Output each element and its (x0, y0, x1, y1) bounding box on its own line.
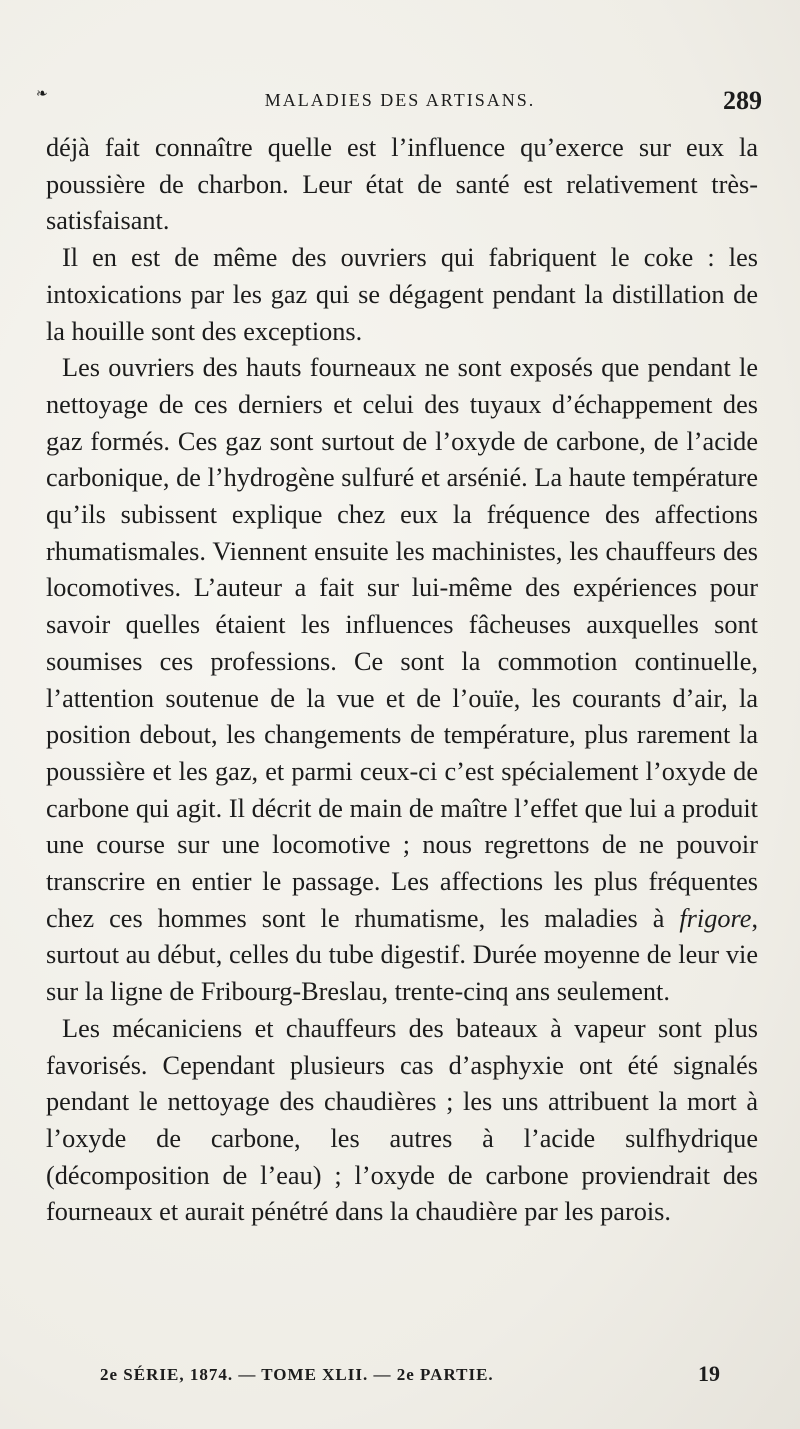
body-text (46, 130, 758, 1231)
italic-frigore: frigore (679, 903, 752, 933)
page-header (30, 86, 770, 126)
printer-mark: ❧ (36, 86, 48, 102)
paragraph-2: Il en est de même des ouvriers qui fabriquent le coke : les intoxications par les gaz qui se dégagent pendant la distillation de la houille sont des exceptions. (46, 243, 758, 346)
running-title: MALADIES DES ARTISANS. (264, 90, 536, 110)
paragraph-3-text-after: , surtout au début, celles du tube digestif. Durée moyenne de leur vie sur la ligne de Fribourg-Breslau, trente-cinq ans seulement. (46, 903, 759, 1007)
paragraph-1: déjà fait connaître quelle est l’influence qu’exerce sur eux la poussière de charbon. Leur état de santé est relativement très-satisfaisant. (46, 133, 758, 236)
paragraph-3 (46, 350, 758, 1011)
paragraph-4: Les mécaniciens et chauffeurs des bateaux à vapeur sont plus favorisés. Cependant plusieurs cas d’asphyxie ont été signalés pendant le nettoyage des chaudières ; les uns attribuent la mort à l’oxyde de carbone, les autres à l’acide sulfhydrique (décomposition de l’eau) ; l’oxyde de carbone proviendrait des fourneaux et aurait pénétré dans la chaudière par les parois. (46, 1013, 758, 1227)
signature-number: 19 (698, 1361, 720, 1386)
page-number: 289 (723, 86, 762, 115)
page-footer (100, 1361, 720, 1399)
printer-signature: 2e SÉRIE, 1874. — TOME XLII. — 2e PARTIE. (100, 1365, 494, 1384)
paragraph-3-text-before: Les ouvriers des hauts fourneaux ne sont exposés que pendant le nettoyage de ces derniers et celui des tuyaux d’échappement des gaz formés. Ces gaz sont surtout de l’oxyde de carbone, de l’acide carbonique, de l’hydrogène sulfuré et arsénié. La haute température qu’ils subissent explique chez eux la fréquence des affections rhumatismales. Viennent ensuite les machinistes, les chauffeurs des locomotives. L’auteur a fait sur lui-même des expériences pour savoir quelles étaient les influences fâcheuses auxquelles sont soumises ces professions. Ce sont la commotion continuelle, l’attention soutenue de la vue et de l’ouïe, les courants d’air, la position debout, les changements de température, plus rarement la poussière et les gaz, et parmi ceux-ci c’est spécialement l’oxyde de carbone qui agit. Il décrit de main de maître l’effet que lui a produit une course sur une locomotive ; nous regrettons de ne pouvoir transcrire en entier le passage. Les affections les plus fréquentes chez ces hommes sont le rhumatisme, les maladies à (46, 353, 758, 933)
